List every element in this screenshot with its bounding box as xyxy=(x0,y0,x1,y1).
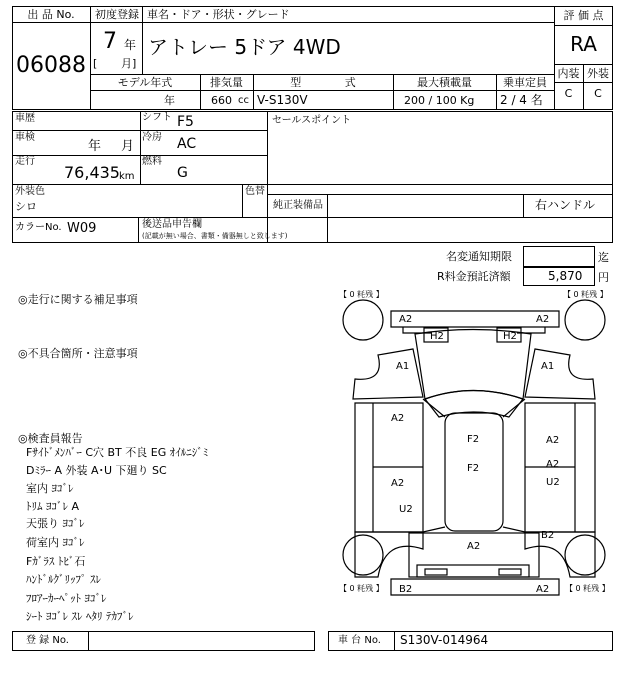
inspector-line: 天張り ﾖｺﾞﾚ xyxy=(26,517,85,530)
mark-roof-front: F2 xyxy=(467,434,480,445)
tire-rear-left xyxy=(343,535,383,575)
steering-value: 右ハンドル xyxy=(535,198,596,212)
max-load-value: 200 / 100 Kg xyxy=(404,94,475,107)
title-change-label: 名変通知期限 xyxy=(446,250,512,263)
ac-value: AC xyxy=(177,136,197,152)
first-reg-year: 7 xyxy=(103,29,117,54)
capacity-label: 乗車定員 xyxy=(503,76,547,89)
divider xyxy=(90,22,554,23)
divider xyxy=(554,25,613,26)
fuel-value: G xyxy=(177,165,188,181)
divider xyxy=(88,631,89,651)
lot-number: 06088 xyxy=(16,53,86,78)
history-label: 車歴 xyxy=(15,113,35,124)
lot-label: 出 品 No. xyxy=(27,8,75,21)
divider xyxy=(554,82,613,83)
mark-rear-door-left: A2 xyxy=(391,478,405,489)
inspector-line: ﾌﾛｱｰｶｰﾍﾟｯﾄ ﾖｺﾞﾚ xyxy=(26,592,107,605)
aftermarket-note: (記載が無い場合、書類・備器無しと致します) xyxy=(142,232,288,240)
divider xyxy=(138,217,139,243)
mark-bumper-front-right: A2 xyxy=(536,314,550,325)
max-load-label: 最大積載量 xyxy=(417,76,472,89)
mark-back-door: A2 xyxy=(467,541,481,552)
exterior-color-value: シロ xyxy=(15,200,37,213)
recycle-unit: 円 xyxy=(598,271,609,284)
mileage-value: 76,435 xyxy=(64,163,120,182)
car-name-label: 車名・ドア・形状・グレード xyxy=(147,8,290,21)
title-change-unit: 迄 xyxy=(598,251,609,264)
inspection-label: 車検 xyxy=(15,132,35,143)
month-bracket: [ xyxy=(93,57,98,70)
mark-bumper-front-left: A2 xyxy=(399,314,413,325)
divider xyxy=(90,74,554,75)
recycle-label: R料金預託済額 xyxy=(437,270,511,283)
shift-value: F5 xyxy=(177,114,194,130)
driving-notes-label: ◎走行に関する補足事項 xyxy=(18,293,138,306)
divider xyxy=(90,90,554,91)
rear-quarter-right xyxy=(525,532,595,577)
exterior-grade: C xyxy=(594,87,602,100)
mark-front-door-right: A2 xyxy=(546,435,560,446)
divider xyxy=(242,184,243,217)
shift-label: シフト xyxy=(142,112,172,123)
exterior-color-label: 外装色 xyxy=(15,186,45,197)
capacity-value: 2 / 4 名 xyxy=(500,93,543,107)
ac-label: 冷房 xyxy=(142,132,162,143)
chassis-number: S130V-014964 xyxy=(400,633,489,647)
inspector-line: Dﾐﾗｰ A 外装 A･U 下廻り SC xyxy=(26,464,167,477)
displacement-value: 660 xyxy=(211,94,232,107)
front-bumper-outline xyxy=(391,311,559,327)
divider xyxy=(267,111,268,243)
rear-bumper-outline xyxy=(391,579,559,595)
mark-rear-bumper-left: B2 xyxy=(399,584,413,595)
mark-rear-bumper-right: A2 xyxy=(536,584,550,595)
mark-rear-door-right-a: A2 xyxy=(546,459,560,470)
color-no-label: カラーNo. xyxy=(15,222,62,233)
tire-depth-fl: 【 0 粍残 】 xyxy=(339,290,384,299)
mark-fender-right: A1 xyxy=(541,361,555,372)
mark-fender-left: A1 xyxy=(396,361,410,372)
tire-depth-rl: 【 0 粍残 】 xyxy=(339,584,384,593)
inspector-line: 室内 ﾖｺﾞﾚ xyxy=(26,482,74,495)
car-name: アトレー 5ドア 4WD xyxy=(148,35,341,59)
displacement-label: 排気量 xyxy=(210,76,243,89)
model-value: V-S130V xyxy=(257,93,308,107)
model-year-unit: 年 xyxy=(164,94,175,107)
divider xyxy=(12,217,613,218)
tire-front-right xyxy=(565,300,605,340)
divider xyxy=(554,64,613,65)
interior-label: 内装 xyxy=(557,67,580,80)
mileage-unit: km xyxy=(119,171,135,182)
mark-rear-quarter-right: B2 xyxy=(541,530,555,541)
mark-roof-mid: F2 xyxy=(467,463,480,474)
divider xyxy=(394,631,395,651)
fender-left-outline xyxy=(353,349,423,399)
recycle-value: 5,870 xyxy=(548,269,583,283)
mark-rear-door-right-u: U2 xyxy=(546,477,560,488)
grade-label: 評 価 点 xyxy=(563,9,604,22)
inspection-month-unit: 月 xyxy=(121,139,135,154)
mark-headlight-right: H2 xyxy=(503,331,517,342)
displacement-unit: cc xyxy=(238,95,249,106)
mark-rear-quarter-left: U2 xyxy=(399,504,413,515)
genuine-equipment-label: 純正装備品 xyxy=(273,200,323,211)
divider xyxy=(12,22,90,23)
month-unit: 月] xyxy=(121,57,137,70)
fender-right-outline xyxy=(525,349,595,399)
chassis-label: 車 台 No. xyxy=(338,635,381,646)
grade-value: RA xyxy=(570,32,597,56)
divider xyxy=(12,130,267,131)
mark-headlight-left: H2 xyxy=(430,331,444,342)
first-reg-label: 初度登録 xyxy=(95,8,139,21)
divider xyxy=(12,155,267,156)
year-unit: 年 xyxy=(124,38,137,52)
tire-depth-rr: 【 0 粍残 】 xyxy=(565,584,610,593)
inspector-line: ﾊﾝﾄﾞﾙｸﾞﾘｯﾌﾟ ｽﾚ xyxy=(26,573,101,586)
fuel-label: 燃料 xyxy=(142,156,162,167)
divider xyxy=(12,184,613,185)
tire-depth-fr: 【 0 粍残 】 xyxy=(563,290,608,299)
divider xyxy=(142,6,143,74)
exterior-label: 外装 xyxy=(587,67,609,80)
model-year-label: モデル年式 xyxy=(117,76,173,89)
divider xyxy=(140,111,141,184)
divider xyxy=(268,194,613,195)
interior-grade: C xyxy=(564,87,573,100)
rear-quarter-left xyxy=(355,532,423,577)
inspector-line: Fｶﾞﾗｽ ﾄﾋﾞ石 xyxy=(26,555,86,568)
inspection-year-unit: 年 xyxy=(88,139,102,154)
reg-no-label: 登 録 No. xyxy=(26,635,69,646)
model-label: 型 式 xyxy=(290,76,356,89)
divider xyxy=(523,194,524,217)
defects-label: ◎不具合箇所・注意事項 xyxy=(18,347,138,360)
divider xyxy=(327,194,328,243)
mileage-label: 走行 xyxy=(15,156,35,167)
title-change-box xyxy=(523,246,595,267)
inspector-report-label: ◎検査員報告 xyxy=(18,432,83,445)
back-door-outline xyxy=(409,533,539,577)
sales-points-label: セールスポイント xyxy=(272,115,352,126)
color-no-value: W09 xyxy=(67,221,97,236)
inspector-line: ｼｰﾄ ﾖｺﾞﾚ ｽﾚ ﾍﾀﾘ ﾃｶﾌﾞﾚ xyxy=(26,610,134,623)
aftermarket-label: 後送品申告欄 xyxy=(142,219,202,230)
tire-front-left xyxy=(343,300,383,340)
damage-diagram xyxy=(333,287,615,627)
mark-front-door-left: A2 xyxy=(391,413,405,424)
inspector-line: Fｻｲﾄﾞﾒﾝﾊﾞｰ C穴 BT 不良 EG ｵｲﾙﾆｼﾞﾐ xyxy=(26,446,209,459)
tire-rear-right xyxy=(565,535,605,575)
color-change-label: 色替 xyxy=(245,186,265,197)
inspector-line: 荷室内 ﾖｺﾞﾚ xyxy=(26,536,85,549)
inspector-line: ﾄﾘﾑ ﾖｺﾞﾚ A xyxy=(26,500,80,513)
